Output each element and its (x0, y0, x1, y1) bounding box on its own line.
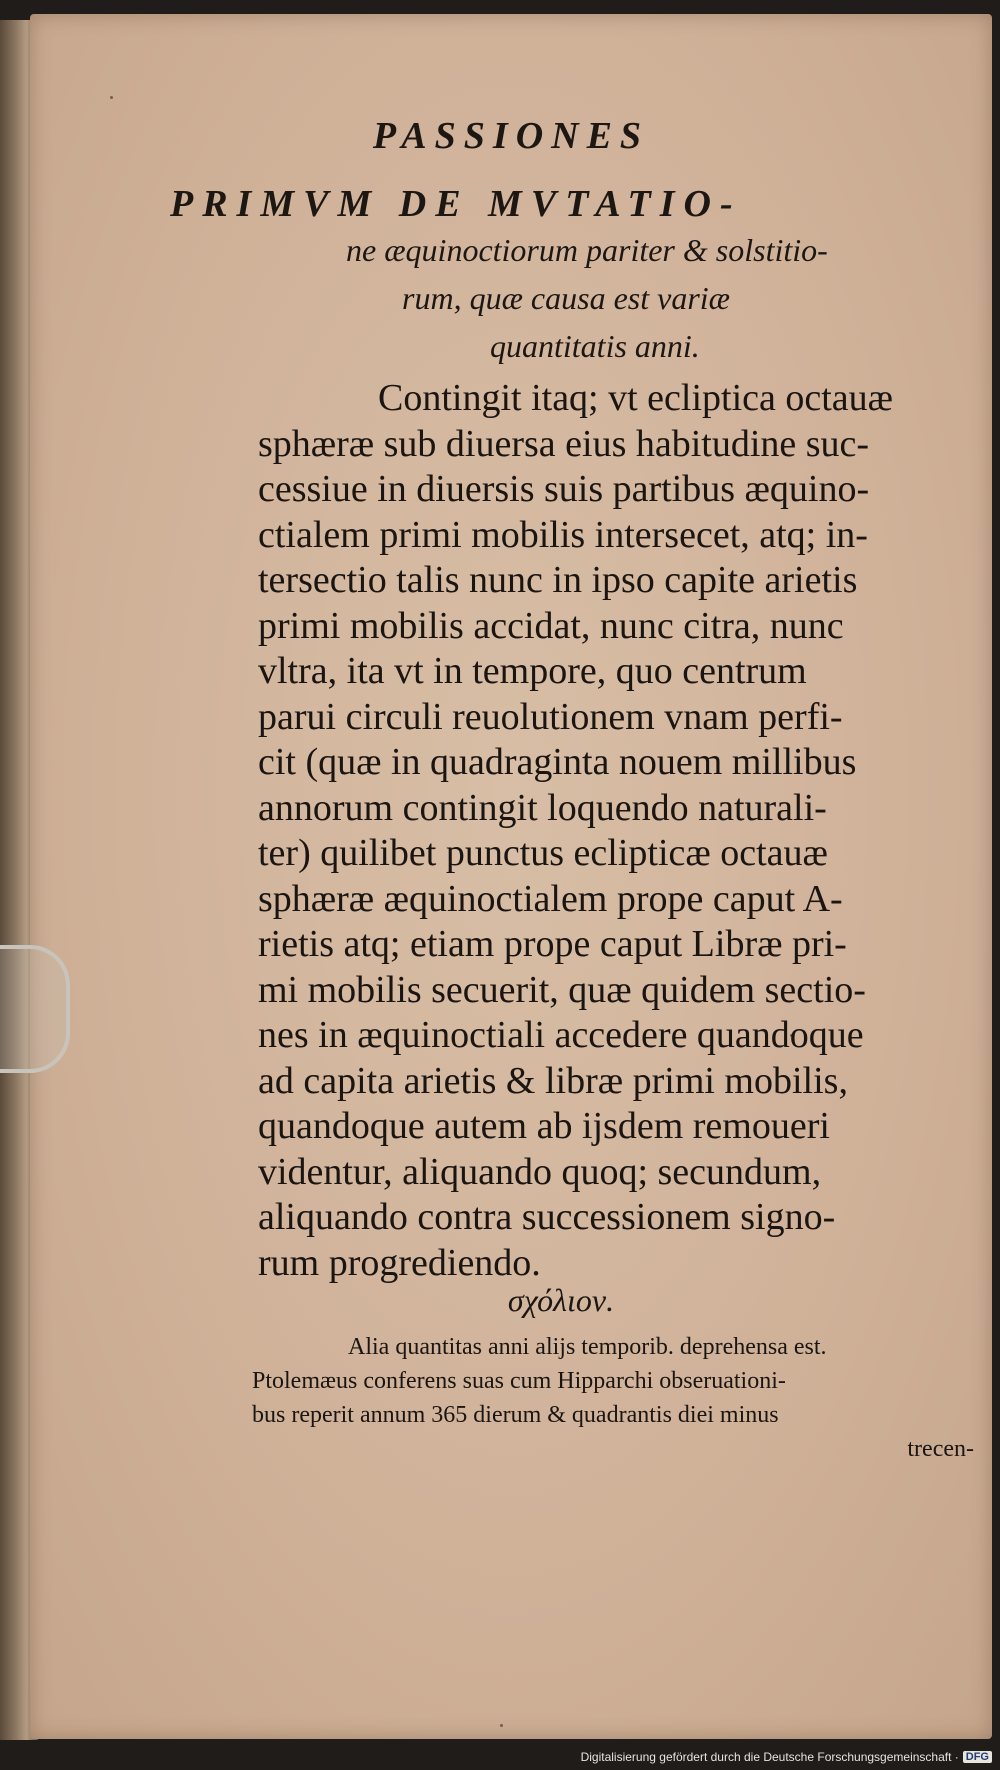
body-line: cessiue in diuersis suis partibus æquino- (258, 468, 870, 510)
body-line: nes in æquinoctiali accedere quandoque (258, 1014, 864, 1056)
note-line: Alia quantitas anni alijs temporib. deprehensa est. (348, 1334, 827, 1360)
scholion-note (252, 1330, 982, 1466)
note-line: bus reperit annum 365 dierum & quadrantis diei minus (252, 1402, 779, 1428)
dfg-logo-icon: DFG (963, 1751, 992, 1763)
body-line: quandoque autem ab ijsdem remoueri (258, 1105, 830, 1147)
title-line: PRIMVM DE MVTATIO- (170, 183, 742, 225)
title-line: ne æquinoctiorum pariter & solstitio- (346, 232, 828, 268)
credit-text: Digitalisierung gefördert durch die Deutsche Forschungsgemeinschaft · (580, 1750, 959, 1764)
body-paragraph (258, 376, 998, 1286)
body-line: ctialem primi mobilis intersecet, atq; in- (258, 513, 868, 556)
body-line: rietis atq; etiam prope caput Libræ pri- (258, 923, 847, 965)
body-line: cit (quæ in quadraginta nouem millibus (258, 741, 857, 783)
title-line: quantitatis anni. (490, 328, 700, 364)
book-clasp (0, 945, 70, 1073)
body-line: tersectio talis nunc in ipso capite arietis (258, 559, 858, 601)
catchword: trecen- (907, 1436, 974, 1462)
book-page (30, 14, 992, 1739)
body-line: rum progrediendo. (258, 1241, 541, 1284)
paper-speck (500, 1724, 503, 1727)
body-line: parui circuli reuolutionem vnam perfi- (258, 695, 843, 738)
body-line: ter) quilibet punctus eclipticæ octauæ (258, 832, 828, 874)
body-line: annorum contingit loquendo naturali- (258, 786, 827, 829)
body-line: ad capita arietis & libræ primi mobilis, (258, 1059, 848, 1102)
body-line: vltra, ita vt in tempore, quo centrum (258, 650, 807, 692)
body-line: mi mobilis secuerit, quæ quidem sectio- (258, 968, 866, 1011)
body-line: sphæræ æquinoctialem prope caput A- (258, 877, 843, 920)
body-line: sphæræ sub diuersa eius habitudine suc- (258, 422, 870, 465)
scholion-heading: σχόλιον. (507, 1282, 615, 1318)
body-line: aliquando contra successionem signo- (258, 1196, 836, 1238)
note-line: Ptolemæus conferens suas cum Hipparchi obseruationi- (252, 1368, 786, 1394)
paper-speck (110, 96, 113, 99)
body-line: Contingit itaq; vt ecliptica octauæ (378, 377, 894, 419)
chapter-title (170, 182, 970, 370)
body-line: videntur, aliquando quoq; secundum, (258, 1150, 822, 1193)
body-line: primi mobilis accidat, nunc citra, nunc (258, 604, 844, 647)
running-head: PASSIONES (372, 115, 650, 157)
digitization-credit (581, 1750, 992, 1764)
title-line: rum, quæ causa est variæ (402, 280, 730, 316)
